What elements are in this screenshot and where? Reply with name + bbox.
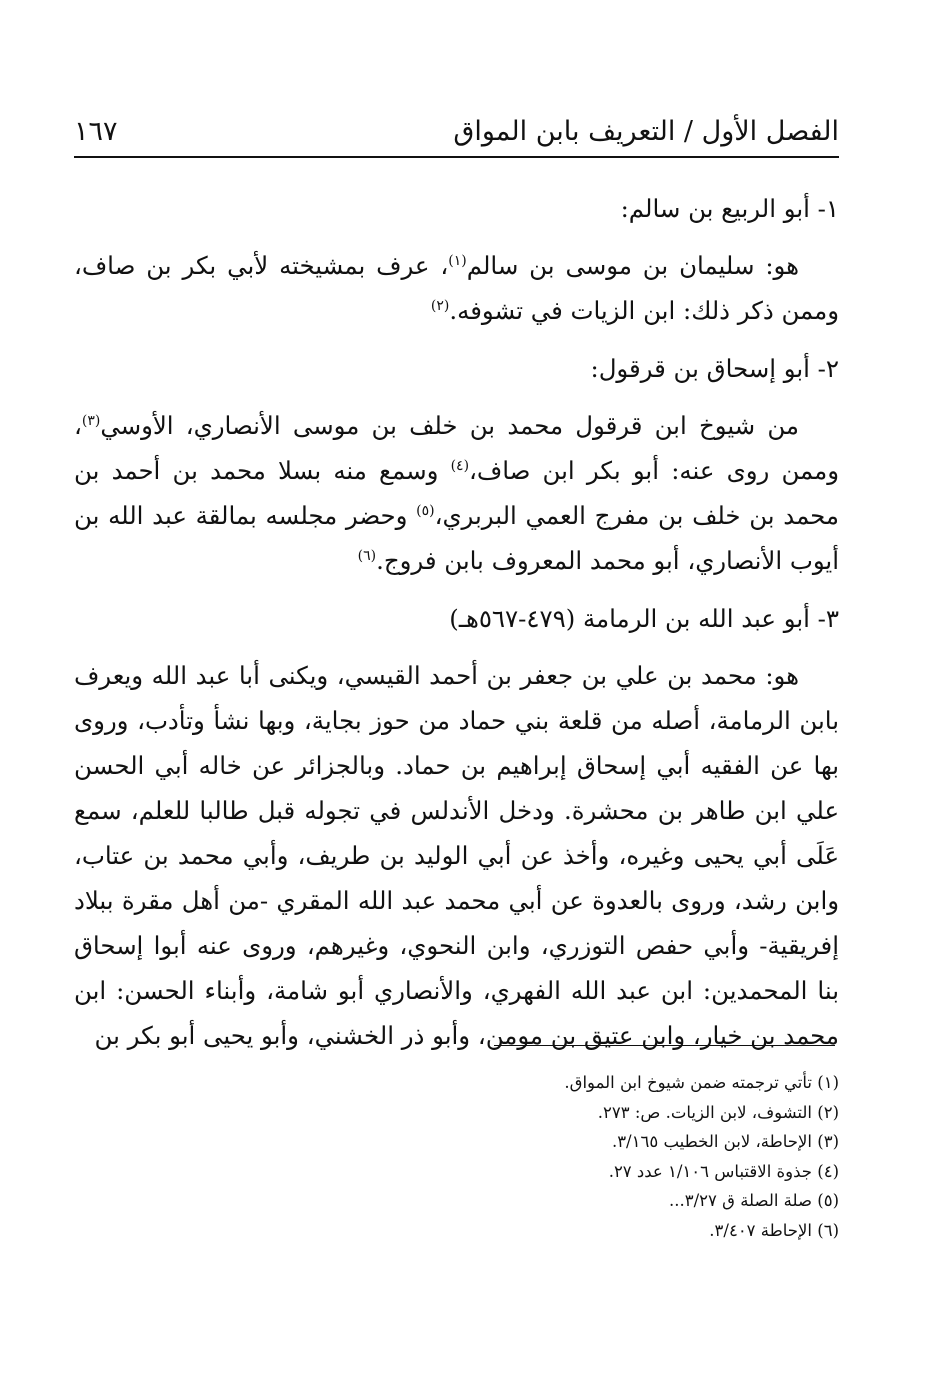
section-paragraph-2 [74, 403, 839, 583]
footnote-ref-4[interactable]: (٤) [450, 457, 470, 474]
footnote-4: (٤) جذوة الاقتباس ١/١٠٦ عدد ٢٧. [608, 1161, 839, 1181]
footnote-3: (٣) الإحاطة، لابن الخطيب ٣/١٦٥. [611, 1132, 839, 1151]
header-divider [74, 156, 839, 158]
section-paragraph-1 [74, 243, 839, 333]
footnote-2: (٢) التشوف، لابن الزيات. ص: ٢٧٣. [597, 1102, 839, 1122]
footnote-ref-5[interactable]: (٥) [416, 502, 435, 519]
main-text [74, 186, 839, 1058]
text-run: هو: سليمان بن موسى بن سالم [466, 251, 799, 280]
text-run: وحضر مجلسه بمالقة عبد الله بن أيوب الأنصاري، أبو محمد المعروف بابن فروج. [74, 501, 839, 575]
footnote-ref-6[interactable]: (٦) [357, 547, 377, 564]
text-run: ، عرف بمشيخته لأبي بكر بن صاف، وممن ذكر ذلك: ابن الزيات في تشوفه. [74, 251, 839, 325]
text-run: وسمع منه بسلا محمد بن أحمد بن محمد بن خلف بن مفرج العمي البربري، [74, 456, 839, 530]
page-number: ١٦٧ [74, 115, 118, 147]
footnote-ref-3[interactable]: (٣) [81, 412, 101, 429]
text-run: من شيوخ ابن قرقول محمد بن خلف بن موسى الأنصاري، الأوسي [100, 411, 799, 440]
section-paragraph-3: هو: محمد بن علي بن جعفر بن أحمد القيسي، ويكنى أبا عبد الله ويعرف بابن الرمامة، أصله من قلعة بني حماد من حوز بجاية، وبها نشأ وتأدب، وروى بها عن الفقيه أبي إسحاق إبراهيم بن حماد. وبالجزائر عن خاله أبي الحسن علي ابن طاهر بن محشرة. ودخل الأندلس في تجوله قبل طالبا للعلم، سمع عَلَى أبي يحيى وغيره، وأخذ عن أبي الوليد بن طريف، وأبي محمد بن عتاب، وابن رشد، وروى بالعدوة عن أبي محمد عبد الله المقري -من أهل مقرة ببلاد إفريقية- وأبي حفص التوزري، وابن النحوي، وغيرهم، وروى عنه أبوا إسحاق بنا المحمدين: ابن عبد الله الفهري، والأنصاري أبو شامة، وأبناء الحسن: ابن محمد بن خيار، وابن عتيق بن مومن، وأبو ذر الخشني، وأبو يحيى أبو بكر بن [74, 661, 839, 1050]
running-title: الفصل الأول / التعريف بابن المواق [453, 115, 839, 147]
footnote-5: (٥) صلة الصلة ق ٣/٢٧... [669, 1191, 839, 1210]
footnote-6: (٦) الإحاطة ٣/٤٠٧. [709, 1220, 839, 1240]
footnotes [74, 1068, 839, 1245]
footnote-1: (١) تأتي ترجمته ضمن شيوخ ابن المواق. [564, 1073, 839, 1092]
footnote-divider [494, 1045, 835, 1046]
text-run: ، وممن روى عنه: أبو بكر ابن صاف، [74, 411, 839, 485]
page-header [74, 108, 839, 154]
section-heading-1: ١- أبو الربيع بن سالم: [620, 194, 839, 223]
footnote-ref-1[interactable]: (١) [448, 252, 467, 269]
section-heading-3: ٣- أبو عبد الله بن الرمامة (٤٧٩-٥٦٧هـ) [449, 604, 839, 633]
section-heading-2: ٢- أبو إسحاق بن قرقول: [590, 354, 839, 383]
footnote-ref-2[interactable]: (٢) [430, 297, 450, 314]
